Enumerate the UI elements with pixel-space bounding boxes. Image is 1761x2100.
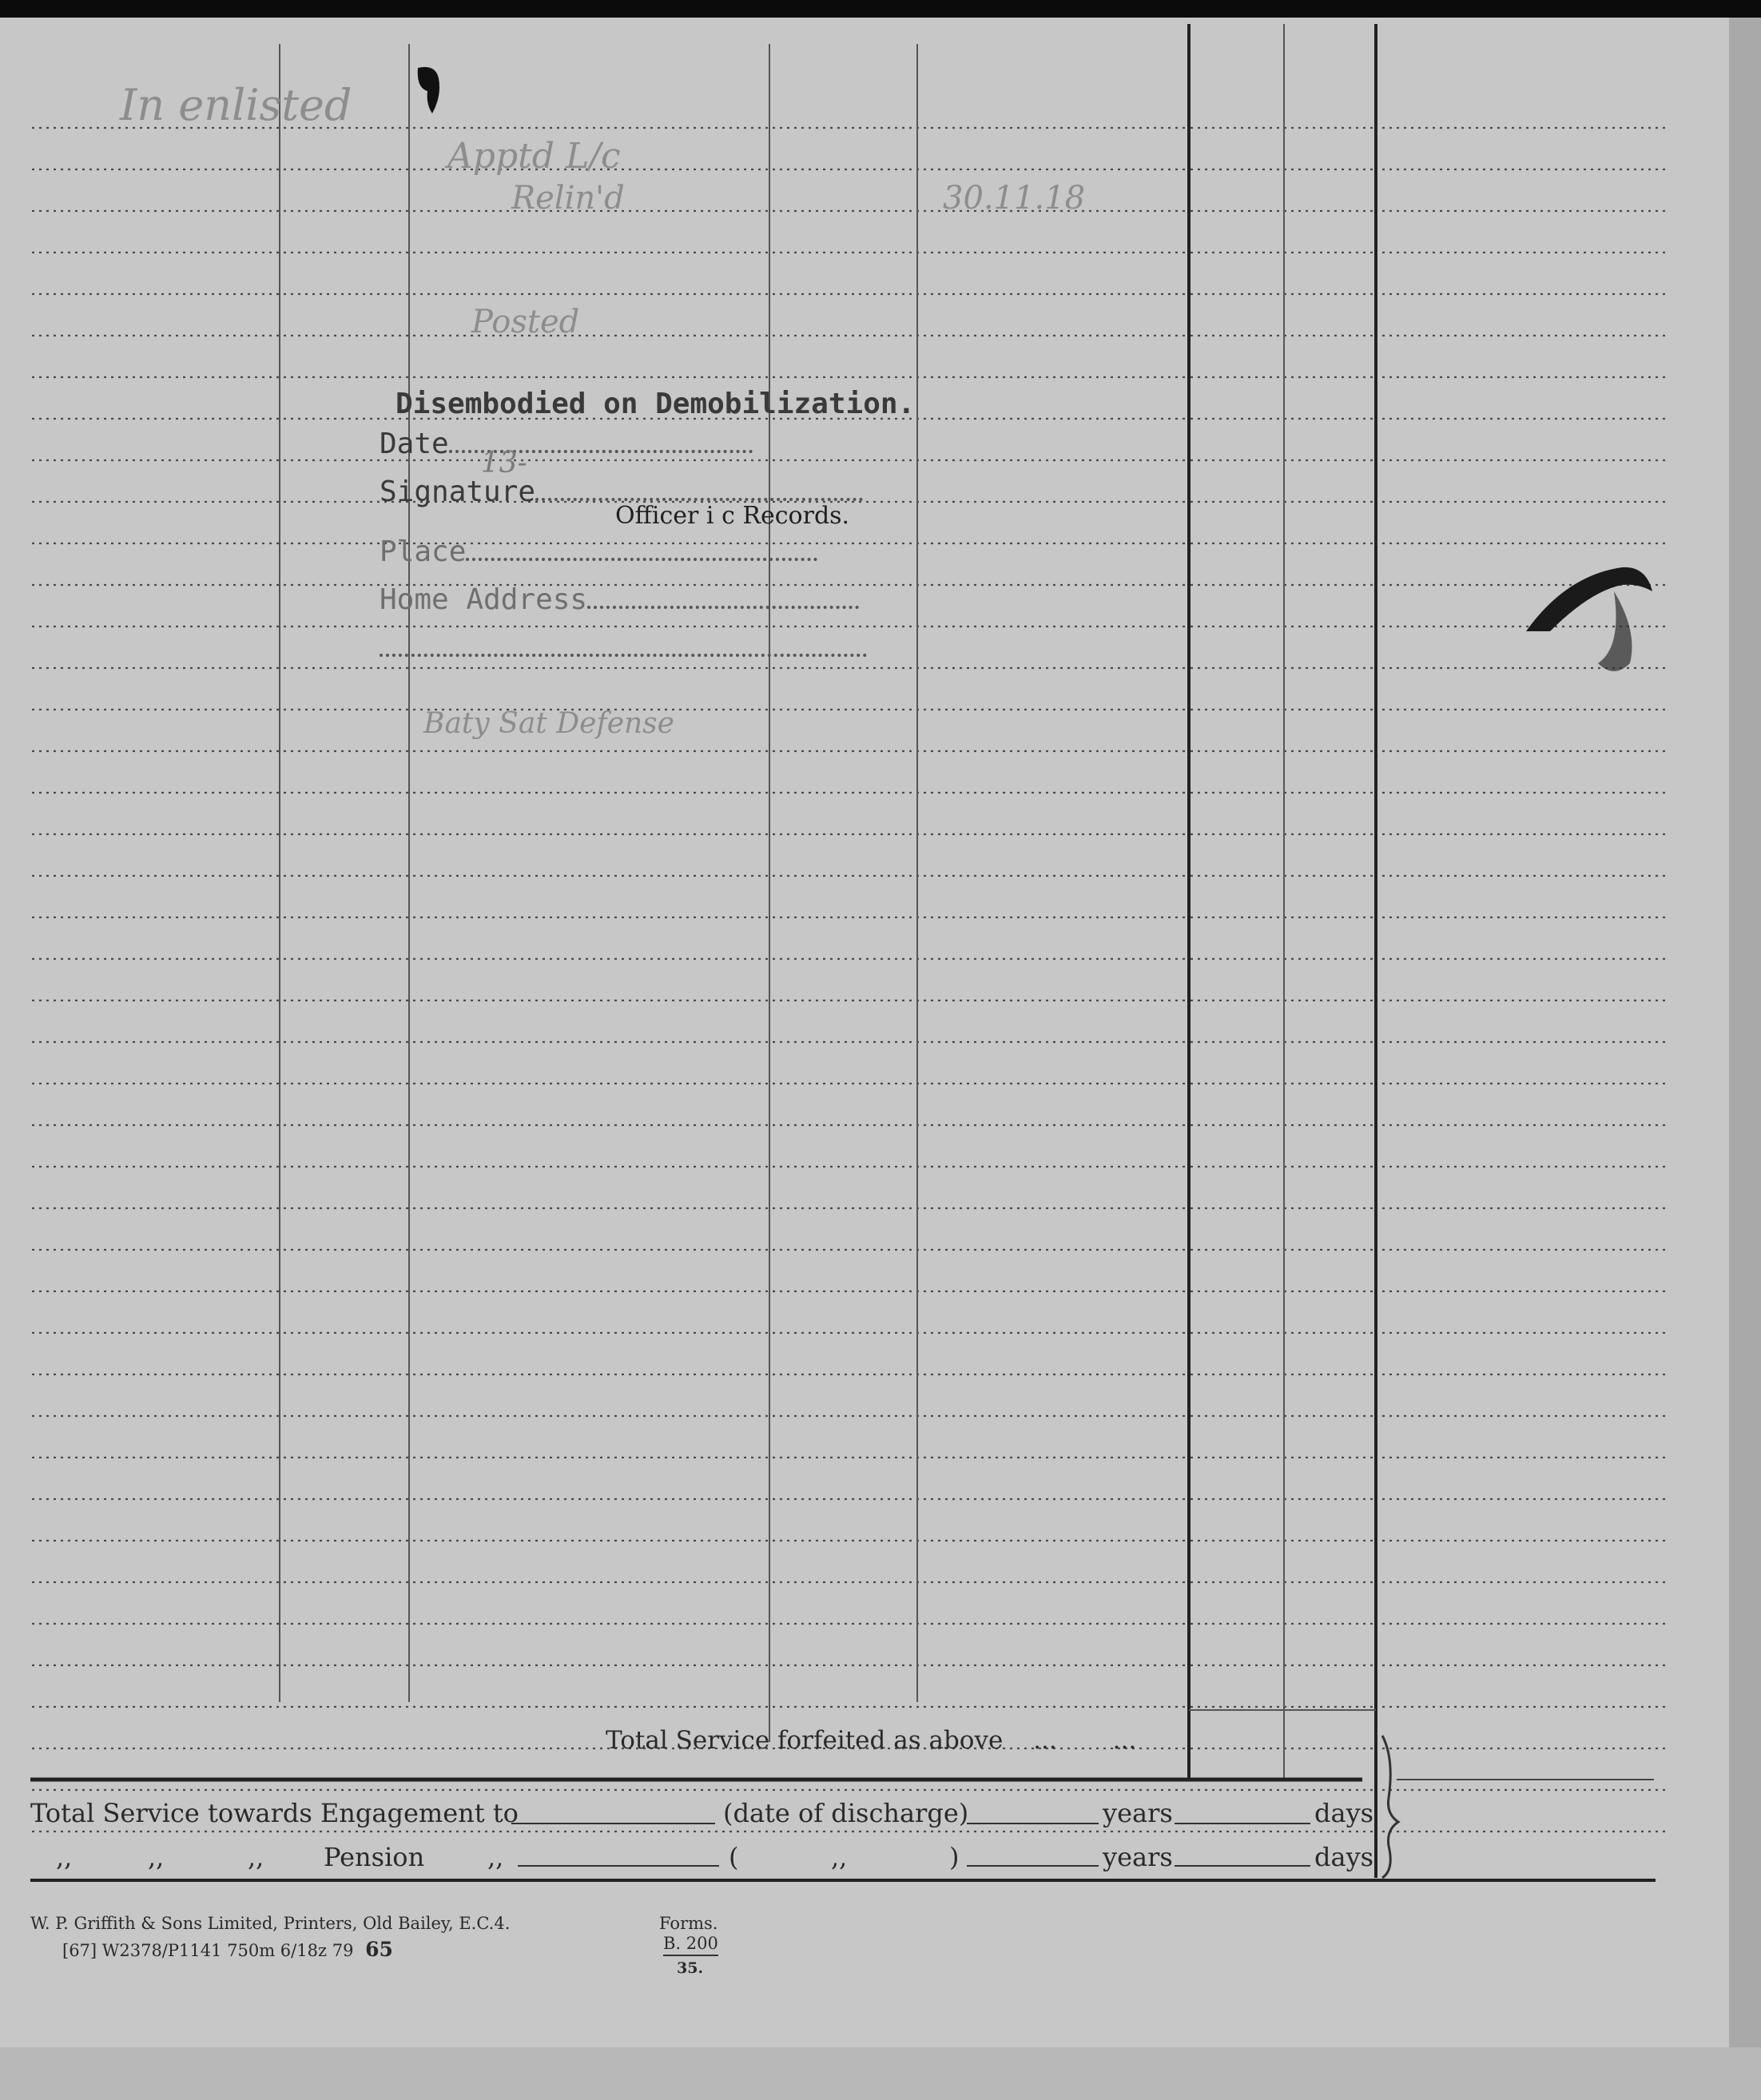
stamp-heading: Disembodied on Demobilization. (396, 388, 916, 420)
ditto-mark-4: ,, (487, 1842, 504, 1872)
stamp-address-dotline-2 (380, 654, 867, 657)
stamp-signature-label: Signature (380, 475, 536, 508)
date-of-discharge-label: (date of discharge) (723, 1798, 969, 1828)
engagement-days-label: days (1314, 1798, 1374, 1828)
forfeited-label: Total Service forfeited as above (606, 1726, 1004, 1755)
stamp-date-label: Date (380, 428, 449, 460)
ink-blot-mark (411, 64, 443, 120)
forfeited-dots-2: ... (1112, 1726, 1137, 1755)
handwritten-row-4: Posted (471, 304, 580, 340)
close-paren: ) (949, 1842, 960, 1872)
stamp-date-row (380, 428, 753, 479)
pension-days-label: days (1314, 1842, 1374, 1872)
form-code-text: [67] W2378/P1141 750m 6/18z 79 (62, 1941, 354, 1960)
stamp-home-address-row (380, 583, 859, 616)
pension-label: Pension (324, 1842, 425, 1872)
pension-years-label: years (1103, 1842, 1173, 1872)
handwritten-row-2: Relin'd (511, 180, 625, 217)
open-paren: ( (729, 1842, 739, 1872)
forfeited-dots-1: ... (1033, 1726, 1057, 1755)
forms-label: Forms. (659, 1914, 718, 1933)
ditto-mark-1: ,, (56, 1842, 73, 1872)
stamp-officer-label: Officer i c Records. (615, 502, 850, 530)
stamp-place-dotline (466, 558, 817, 561)
printer-imprint: W. P. Griffith & Sons Limited, Printers, Old Bailey, E.C.4. (30, 1914, 511, 1933)
stamp-address-dotline (587, 606, 859, 609)
stamp-signature-dotline (535, 498, 863, 501)
stamp-home-address-label: Home Address (380, 583, 588, 616)
stamp-date-dotline (449, 447, 753, 479)
ink-smudge-mark (1518, 543, 1662, 695)
handwritten-row-1: Apptd L/c (447, 136, 621, 177)
form-code-bold: 65 (365, 1938, 393, 1961)
ditto-mark-2: ,, (148, 1842, 165, 1872)
handwritten-note-top: In enlisted (120, 80, 352, 130)
engagement-years-label: years (1103, 1798, 1173, 1828)
ditto-mark-5: ,, (831, 1842, 848, 1872)
forms-number: B. 200 (663, 1934, 718, 1956)
forfeited-row (606, 1726, 1136, 1755)
forms-sub-number: 35. (677, 1959, 704, 1977)
stamp-place-label: Place (380, 535, 467, 568)
stamp-address-extra-row (380, 631, 867, 664)
ditto-mark-3: ,, (248, 1842, 264, 1872)
stamp-place-row (380, 535, 817, 568)
stamp-date-value: 13- (480, 447, 527, 479)
engagement-label: Total Service towards Engagement to (30, 1798, 519, 1828)
handwritten-row-5: Baty Sat Defense (423, 707, 674, 740)
form-code-line (62, 1938, 393, 1961)
totals-brace (1382, 1736, 1398, 1878)
handwritten-row-3: 30.11.18 (943, 180, 1086, 217)
